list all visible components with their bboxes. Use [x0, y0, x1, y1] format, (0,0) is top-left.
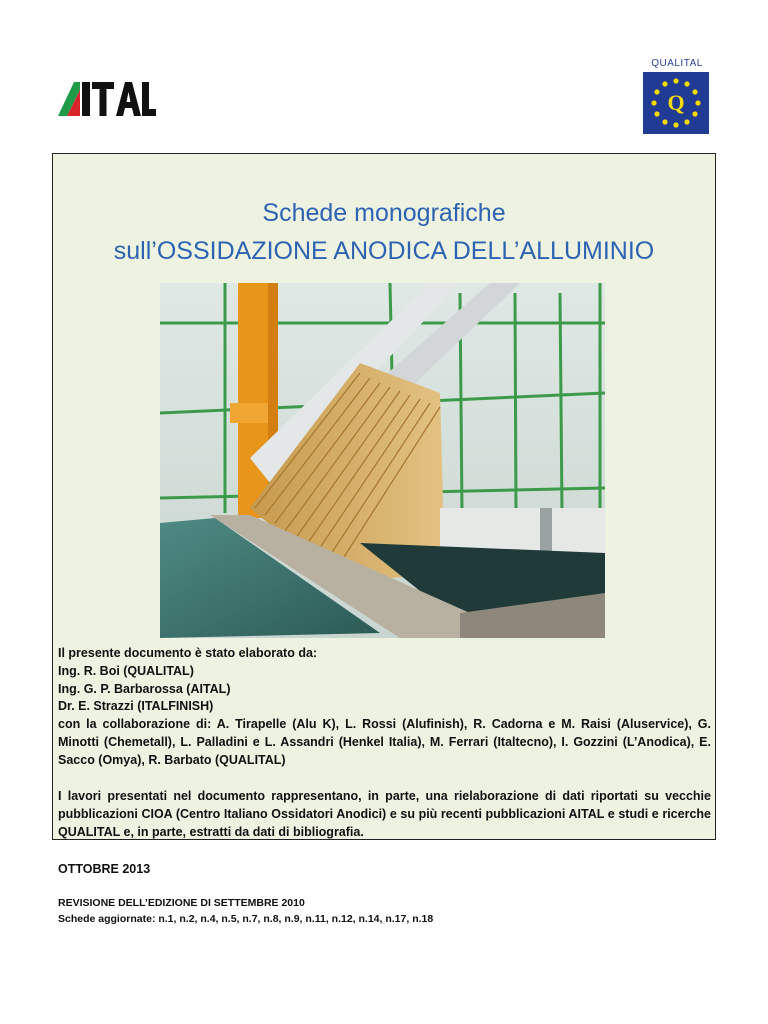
qualital-emblem-icon — [643, 72, 709, 134]
authors-intro: Il presente documento è stato elaborato da: — [58, 646, 318, 660]
qualital-logo — [643, 58, 711, 138]
aital-logo — [58, 80, 156, 116]
authors-section — [58, 645, 711, 770]
author-item: Ing. R. Boi (QUALITAL) — [58, 663, 194, 678]
cover-frame — [52, 153, 716, 840]
qualital-wordmark: QUALITAL — [651, 58, 703, 69]
updated-sheets: Schede aggiornate: n.1, n.2, n.4, n.5, n.7, n.8, n.9, n.11, n.12, n.14, n.17, n.18 — [58, 913, 434, 925]
author-item: Ing. G. P. Barbarossa (AITAL) — [58, 681, 231, 696]
revision-note: REVISIONE DELL’EDIZIONE DI SETTEMBRE 2010 — [58, 897, 305, 909]
qualital-letter: Q — [667, 90, 685, 115]
title-line-1: Schede monografiche — [262, 199, 506, 227]
sources-note: I lavori presentati nel documento rappresentano, in parte, una rielaborazione di dati riportati su vecchie pubblicazioni CIOA (Centro Italiano Ossidatori Anodici) e su più recenti pubblicazioni AITAL e studi e ricerche QUALITAL e, in parte, estratti da dati di bibliografia. — [58, 789, 711, 839]
publication-date: OTTOBRE 2013 — [58, 862, 151, 876]
collaboration-text: con la collaborazione di: A. Tirapelle (Alu K), L. Rossi (Alufinish), R. Cadorna e M. Raisi (Aluservice), G. Minotti (Chemetall), L. Palladini e L. Assandri (Henkel Italia), M. Ferrari (Italtecno), I. Gozzini (L’Anodica), E. Sacco (Omya), R. Barbato (QUALITAL) — [58, 717, 711, 767]
title-line-2: sull’OSSIDAZIONE ANODICA DELL’ALLUMINIO — [113, 237, 655, 265]
author-item: Dr. E. Strazzi (ITALFINISH) — [58, 699, 214, 714]
anodizing-plant-photo — [160, 283, 605, 638]
